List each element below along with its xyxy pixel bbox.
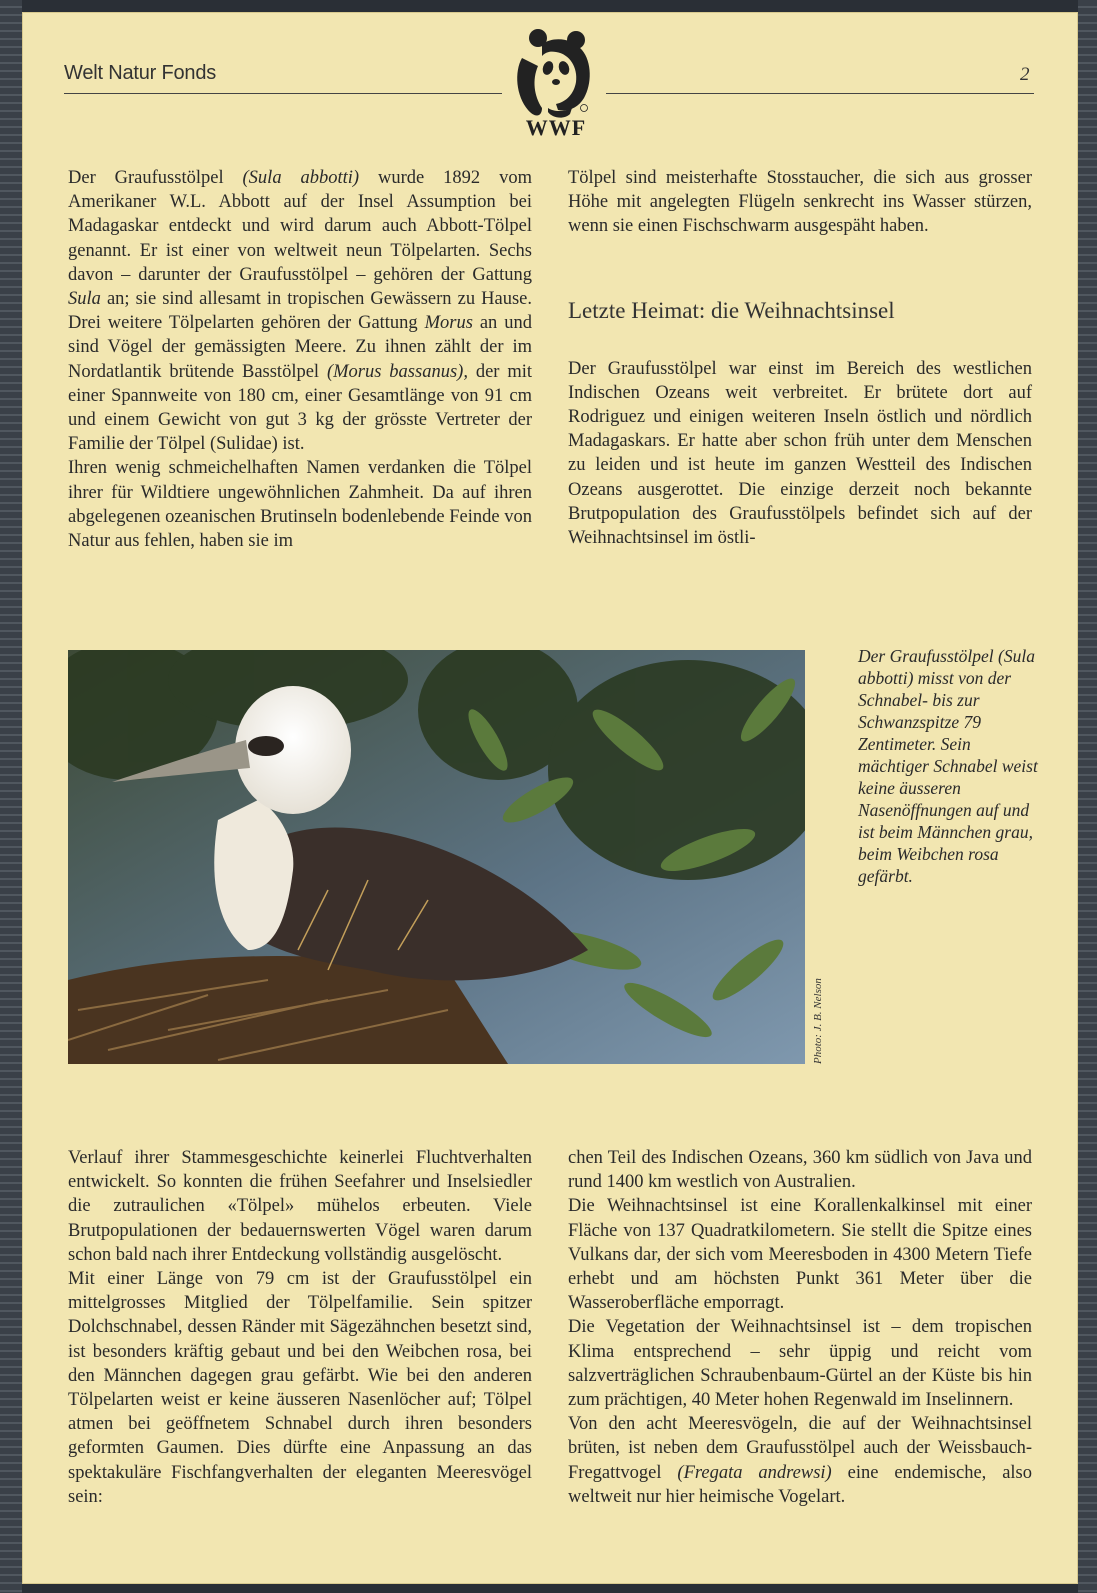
photo-credit bbox=[808, 960, 828, 1070]
italic-term: (Fregata andrewsi) bbox=[677, 1462, 832, 1483]
italic-term: Morus bbox=[424, 313, 473, 334]
paragraph: Die Vegetation der Weihnachtsinsel ist – dem tropischen Klima entsprechend – sehr üppig und reicht vom salzverträglichen Schraubenbaum-Gürtel an der Küste bis hin zum prächtigen, 40 Meter hohen Regenwald im Inselinnern. bbox=[568, 1317, 1032, 1411]
section-heading: Letzte Heimat: die Weihnachtsinsel bbox=[568, 297, 895, 323]
col1-top-text bbox=[68, 166, 532, 553]
column-right-bottom bbox=[568, 1146, 1032, 1509]
column-left-top bbox=[68, 166, 532, 553]
album-binding-left bbox=[0, 0, 22, 1593]
album-binding-right bbox=[1078, 0, 1097, 1593]
paragraph: Der Graufusstölpel (Sula abbotti) wurde 1892 vom Amerikaner W.L. Abbott auf der Insel Assumption bei Madagaskar entdeckt und wird darum auch Abbott-Tölpel genannt. Er ist einer von weltweit neun Tölpelarten. Sechs davon – darunter der Graufusstölpel – gehören der Gattung Sula an; sie sind allesamt in tropischen Gewässern zu Hause. Drei weitere Tölpelarten gehören der Gattung Morus an und sind Vögel der gemässigten Meere. Zu ihnen zählt der im Nordatlantik brütende Basstölpel (Morus bassanus), der mit einer Spannweite von 180 cm, einer Gesamtlänge von 91 cm und einem Gewicht von gut 3 kg der grösste Vertreter der Familie der Tölpel (Sulidae) ist. bbox=[68, 168, 533, 455]
column-right-top bbox=[568, 166, 1032, 550]
paragraph: Der Graufusstölpel war einst im Bereich des westlichen Indischen Ozeans weit verbreitet. Er brütete dort auf Rodriguez und einigen weiteren Inseln östlich und nördlich Madagaskars. Er hatte aber schon früh unter dem Menschen zu leiden und ist heute im ganzen Westteil des Indischen Ozeans ausgerottet. Die einzige derzeit noch bekannte Brutpopulation des Graufusstölpels befindet sich auf der Weihnachtsinsel im östli- bbox=[568, 358, 1032, 549]
header-rule-left bbox=[64, 93, 502, 94]
col1-bottom-text bbox=[68, 1146, 532, 1509]
page-number: 2 bbox=[1020, 64, 1030, 85]
wwf-logo-text: WWF bbox=[525, 115, 587, 140]
org-name: Welt Natur Fonds bbox=[64, 62, 217, 84]
paragraph: Ihren wenig schmeichelhaften Namen verdanken die Tölpel ihrer für Wildtiere ungewöhnlichen Zahmheit. Da auf ihren abgelegenen ozeanischen Brutinseln bodenlebende Feinde von Natur aus fehlen, haben sie im bbox=[68, 458, 532, 552]
paragraph: chen Teil des Indischen Ozeans, 360 km südlich von Java und rund 1400 km westlich von Australien. bbox=[568, 1148, 1032, 1193]
boobie-photo bbox=[68, 650, 805, 1064]
paragraph: Von den acht Meeresvögeln, die auf der Weihnachtsinsel brüten, ist neben dem Graufusstölpel auch der Weissbauch-Fregattvogel (Fregata andrewsi) eine endemische, also weltweit nur hier heimische Vogelart. bbox=[568, 1414, 1032, 1507]
photo-credit-text: Photo: J. B. Nelson bbox=[812, 978, 824, 1064]
column-left-bottom bbox=[68, 1146, 532, 1509]
boobie-illustration bbox=[68, 650, 805, 1064]
italic-term: (Sula abbotti) bbox=[242, 168, 360, 188]
paragraph: Die Weihnachtsinsel ist eine Korallenkalkinsel mit einer Fläche von 137 Quadratkilometern. Sie stellt die Spitze eines Vulkans dar, der sich vom Meeresboden in 4300 Metern Tiefe erhebt und am höchsten Punkt 361 Meter über die Wasseroberfläche emporragt. bbox=[568, 1196, 1032, 1314]
paragraph: Mit einer Länge von 79 cm ist der Graufusstölpel ein mittelgrosses Mitglied der Tölpelfamilie. Sein spitzer Dolchschnabel, dessen Ränder mit Sägezähnchen besetzt sind, ist besonders kräftig gebaut und bei den Weibchen rosa, bei den Männchen dagegen grau gefärbt. Wie bei den anderen Tölpelarten weist er keine äusseren Nasenlöcher auf; Tölpel atmen bei geöffnetem Schnabel durch ihren besonders geformten Gaumen. Dies dürfte eine Anpassung an das spektakuläre Fischfangverhalten der eleganten Meeresvögel sein: bbox=[68, 1269, 532, 1507]
photo-caption: Der Graufusstölpel (Sula abbotti) misst von der Schnabel- bis zur Schwanzspitze 79 Zentimeter. Sein mächtiger Schnabel weist keine äusseren Nasenöffnungen auf und ist beim Männchen grau, beim Weibchen rosa gefärbt. bbox=[858, 646, 1038, 886]
col2-bottom-text bbox=[568, 1146, 1032, 1509]
header-rule-right bbox=[606, 93, 1034, 94]
paragraph: Verlauf ihrer Stammesgeschichte keinerlei Fluchtverhalten entwickelt. So konnten die frühen Seefahrer und Inselsiedler die zutraulichen «Tölpel» mühelos erbeuten. Viele Brutpopulationen der bedauernswerten Vögel waren darum schon bald nach ihrer Entdeckung vollständig ausgelöscht. bbox=[68, 1148, 532, 1265]
col2-mid-text bbox=[568, 357, 1032, 551]
col2-top-text bbox=[568, 166, 1032, 239]
italic-term: (Morus bassanus), bbox=[326, 361, 468, 382]
italic-term: Sula bbox=[68, 289, 101, 310]
paragraph: Tölpel sind meisterhafte Stosstaucher, die sich aus grosser Höhe mit angelegten Flügeln senkrecht ins Wasser stürzen, wenn sie einen Fischschwarm ausgespäht haben. bbox=[568, 168, 1032, 237]
